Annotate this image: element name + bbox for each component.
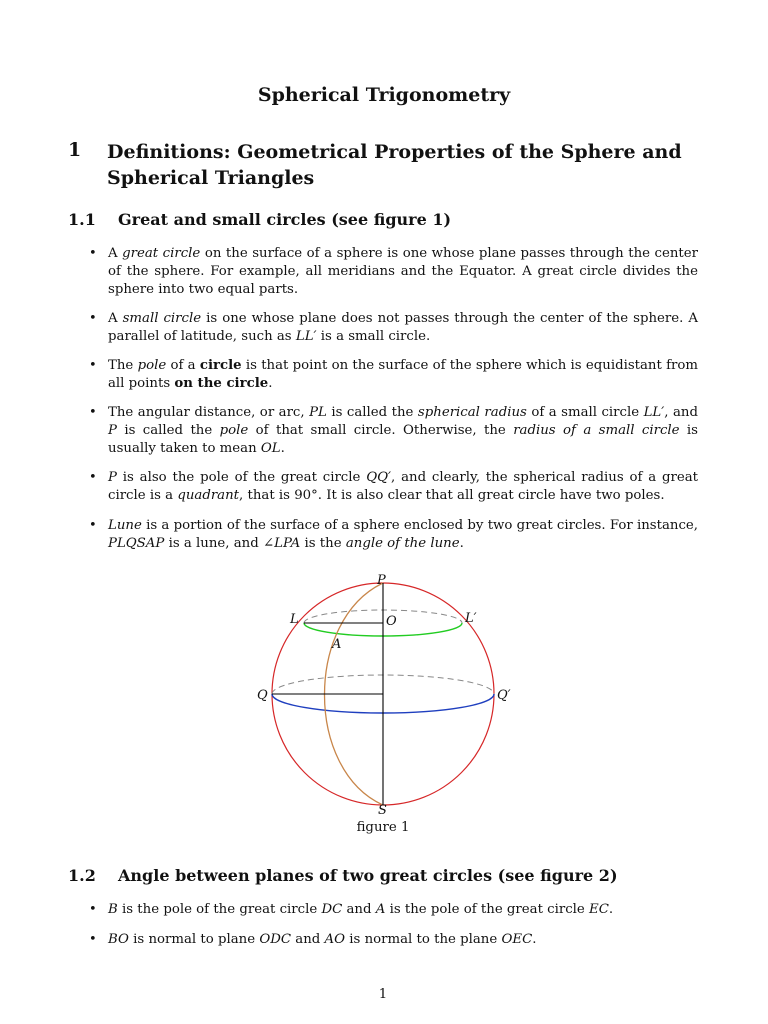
paragraph-pole: The pole of a circle is that point on the surface of the sphere which is equidistant from all points on the circle. <box>108 358 698 391</box>
bullet-marker: • <box>89 470 97 485</box>
subsection-number: 1.2 <box>68 866 96 885</box>
label-a: A <box>332 637 342 652</box>
bullet-marker: • <box>89 932 97 947</box>
bullet-marker: • <box>89 358 97 373</box>
document-title: Spherical Trigonometry <box>257 84 511 106</box>
section-number: 1 <box>68 139 82 161</box>
paragraph-pole-of-great-circles: B is the pole of the great circle DC and A is the pole of the great circle EC. <box>108 902 614 917</box>
bullet-marker: • <box>89 518 97 533</box>
bullet-marker: • <box>89 311 97 326</box>
label-o: O <box>386 614 397 629</box>
paragraph-normal-planes: BO is normal to plane ODC and AO is normal to the plane OEC. <box>108 932 537 947</box>
label-l: L <box>290 612 299 627</box>
label-l-prime: L′ <box>465 611 477 626</box>
paragraph-lune: Lune is a portion of the surface of a sphere enclosed by two great circles. For instance, PLQSAP is a lune, and ∠LPA is the angle of the lune. <box>108 518 698 551</box>
section-title: Definitions: Geometrical Properties of the Sphere and Spherical Triangles <box>107 141 682 189</box>
label-s: S <box>378 803 387 818</box>
subsection-title: Angle between planes of two great circles (see figure 2) <box>118 866 618 885</box>
paragraph-quadrant: P is also the pole of the great circle QQ′, and clearly, the spherical radius of a great circle is a quadrant, that is 90°. It is also clear that all great circle have two poles. <box>108 470 698 503</box>
label-p: P <box>377 573 386 588</box>
figure-sphere-diagram <box>250 570 520 820</box>
paragraph-great-circle: A great circle on the surface of a sphere is one whose plane passes through the center of the sphere. For example, all meridians and the Equator. A great circle divides the sphere into two equal parts. <box>108 246 698 297</box>
label-q: Q <box>257 688 268 703</box>
bullet-marker: • <box>89 902 97 917</box>
paragraph-spherical-radius: The angular distance, or arc, PL is called the spherical radius of a small circle LL′, and P is called the pole of that small circle. Otherwise, the radius of a small circle is usually taken to mean OL. <box>108 405 698 456</box>
subsection-number: 1.1 <box>68 210 96 229</box>
bullet-marker: • <box>89 246 97 261</box>
label-q-prime: Q′ <box>497 688 511 703</box>
subsection-title: Great and small circles (see figure 1) <box>118 210 452 229</box>
figure-caption: figure 1 <box>356 820 410 835</box>
bullet-marker: • <box>89 405 97 420</box>
page-number: 1 <box>378 987 388 1002</box>
paragraph-small-circle: A small circle is one whose plane does not passes through the center of the sphere. A parallel of latitude, such as LL′ is a small circle. <box>108 311 698 344</box>
